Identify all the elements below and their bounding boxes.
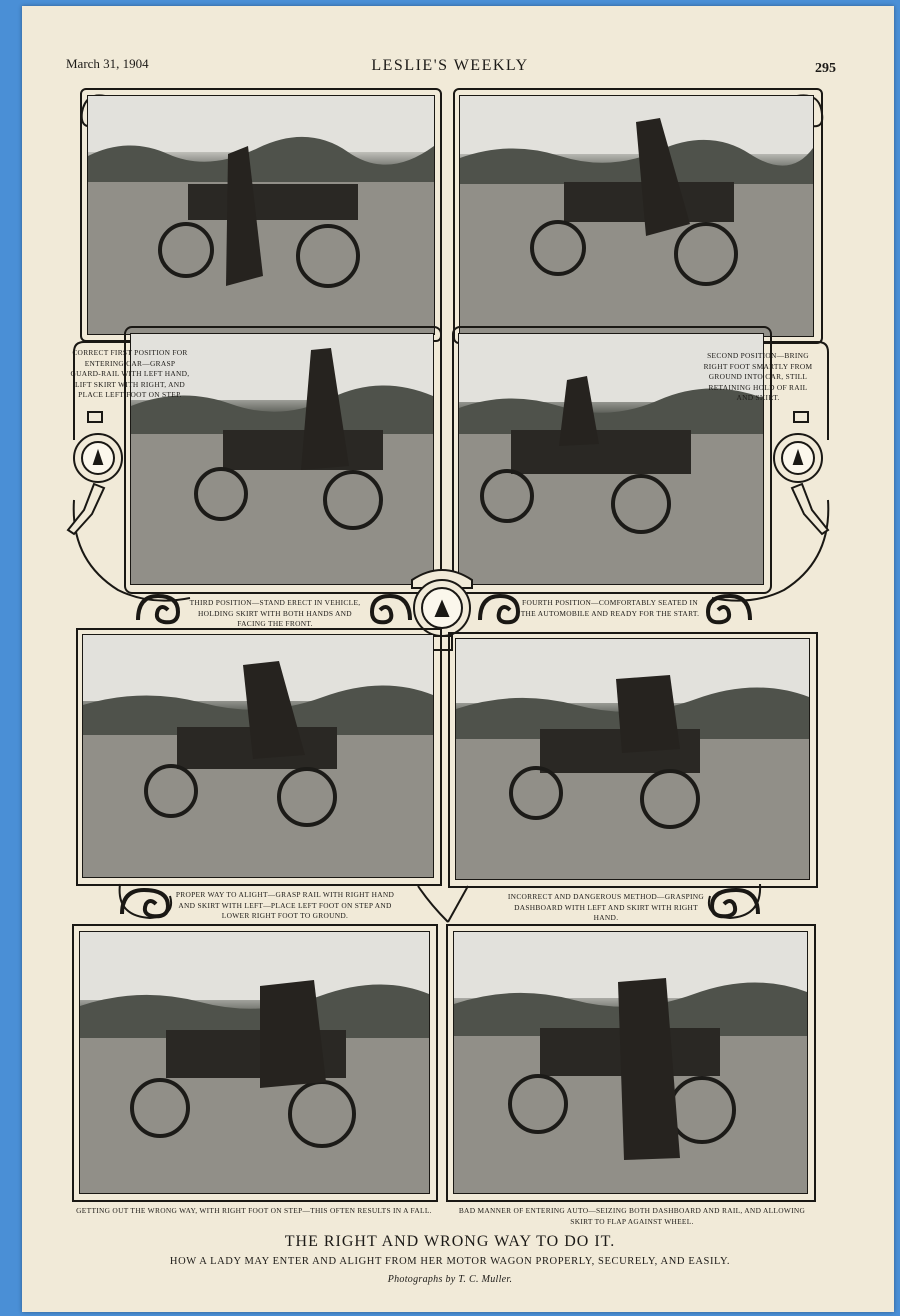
caption-proper-alight: PROPER WAY TO ALIGHT—GRASP RAIL WITH RIGHT HAND AND SKIRT WITH LEFT—PLACE LEFT FOOT ON STEP AND LOWER RIGHT FOOT TO GROUND. bbox=[175, 890, 395, 920]
photo-6 bbox=[455, 638, 810, 880]
headline: THE RIGHT AND WRONG WAY TO DO IT. bbox=[284, 1233, 616, 1250]
photo-credit: Photographs by T. C. Muller. bbox=[387, 1274, 513, 1285]
caption-bad-manner: BAD MANNER OF ENTERING AUTO—SEIZING BOTH DASHBOARD AND RAIL, AND ALLOWING SKIRT TO FLAP AGAINST WHEEL. bbox=[458, 1206, 806, 1226]
scroll-ornament-icon bbox=[368, 590, 414, 628]
photo-8 bbox=[453, 931, 808, 1194]
photo-1 bbox=[87, 95, 435, 335]
scroll-ornament-icon bbox=[700, 590, 756, 628]
scroll-ornament-icon bbox=[704, 884, 764, 924]
caption-incorrect-method: INCORRECT AND DANGEROUS METHOD—GRASPING DASHBOARD WITH LEFT AND SKIRT WITH RIGHT HAND. bbox=[507, 892, 705, 922]
motor-wagon-image bbox=[88, 96, 434, 334]
scroll-ornament-icon bbox=[134, 590, 186, 628]
page-number: 295 bbox=[815, 61, 836, 76]
motor-wagon-image bbox=[460, 96, 813, 336]
caption-second-position: SECOND POSITION—BRING RIGHT FOOT SMARTLY FROM GROUND INTO CAR, STILL RETAINING HOLD OF RAIL AND SKIRT. bbox=[703, 351, 813, 402]
scroll-ornament-icon bbox=[476, 590, 522, 628]
photo-2 bbox=[459, 95, 814, 337]
motor-wagon-image bbox=[83, 635, 433, 877]
motor-wagon-image bbox=[80, 932, 429, 1193]
subheadline: HOW A LADY MAY ENTER AND ALIGHT FROM HER MOTOR WAGON PROPERLY, SECURELY, AND EASILY. bbox=[169, 1256, 731, 1267]
carriage-lamp-icon bbox=[64, 410, 126, 536]
publication-title: LESLIE'S WEEKLY bbox=[371, 57, 529, 74]
motor-wagon-image bbox=[456, 639, 809, 879]
carriage-lamp-icon bbox=[770, 410, 832, 536]
motor-wagon-image bbox=[454, 932, 807, 1193]
caption-first-position: CORRECT FIRST POSITION FOR ENTERING CAR—GRASP GUARD-RAIL WITH LEFT HAND, LIFT SKIRT WITH RIGHT, AND PLACE LEFT FOOT ON STEP. bbox=[70, 348, 190, 399]
scroll-ornament-icon bbox=[116, 884, 176, 924]
caption-third-position: THIRD POSITION—STAND ERECT IN VEHICLE, HOLDING SKIRT WITH BOTH HANDS AND FACING THE FRONT. bbox=[189, 598, 361, 628]
photo-5 bbox=[82, 634, 434, 878]
photo-7 bbox=[79, 931, 430, 1194]
issue-date: March 31, 1904 bbox=[66, 56, 149, 71]
caption-wrong-way-out: GETTING OUT THE WRONG WAY, WITH RIGHT FOOT ON STEP—THIS OFTEN RESULTS IN A FALL. bbox=[76, 1206, 432, 1215]
caption-fourth-position: FOURTH POSITION—COMFORTABLY SEATED IN THE AUTOMOBILE AND READY FOR THE START. bbox=[520, 598, 700, 618]
